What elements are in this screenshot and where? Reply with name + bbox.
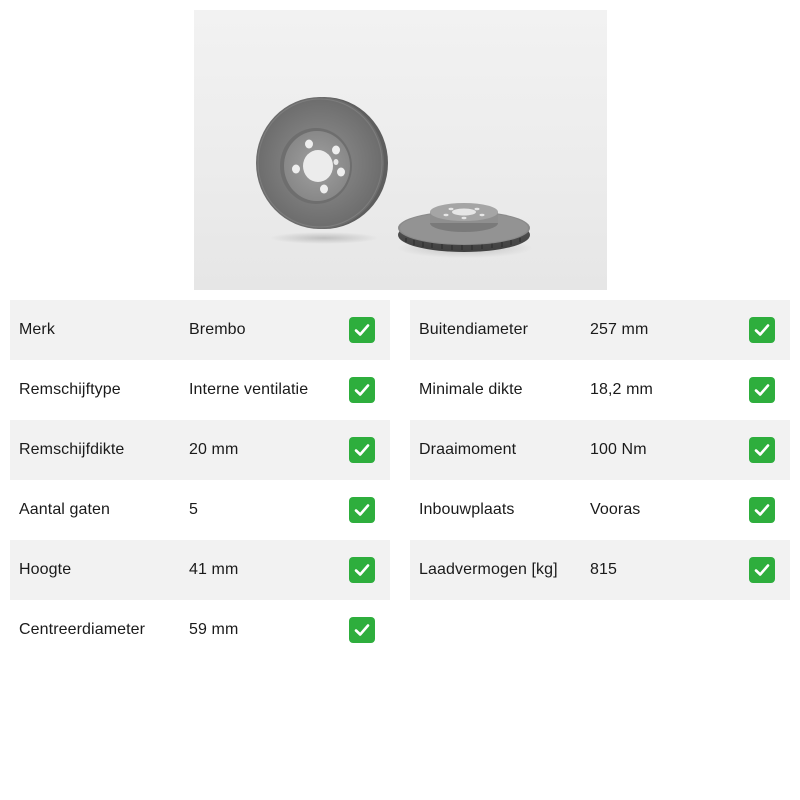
spec-value: 59 mm	[189, 621, 239, 638]
spec-value: Interne ventilatie	[189, 381, 309, 398]
spec-row-remschijfdikte	[10, 420, 390, 480]
spec-row-inbouwplaats	[410, 480, 790, 540]
brake-disc-image	[194, 10, 607, 290]
spec-label: Hoogte	[19, 561, 72, 578]
spec-row-hoogte	[10, 540, 390, 600]
spec-value: 257 mm	[590, 321, 649, 338]
check-icon	[349, 437, 375, 463]
spec-column-right	[410, 300, 790, 660]
spec-row-laadvermogen	[410, 540, 790, 600]
spec-value: 41 mm	[189, 561, 239, 578]
spec-label: Buitendiameter	[419, 321, 529, 338]
spec-label: Draaimoment	[419, 441, 517, 458]
spec-value: 815	[590, 561, 617, 578]
spec-label: Minimale dikte	[419, 381, 523, 398]
spec-label: Laadvermogen [kg]	[419, 561, 558, 578]
spec-row-buitendiameter	[410, 300, 790, 360]
check-icon	[349, 617, 375, 643]
spec-row-minimale-dikte	[410, 360, 790, 420]
spec-value: 5	[189, 501, 198, 518]
spec-label: Centreerdiameter	[19, 621, 146, 638]
spec-label: Merk	[19, 321, 55, 338]
spec-value: Vooras	[590, 501, 641, 518]
spec-label: Remschijfdikte	[19, 441, 125, 458]
check-icon	[749, 377, 775, 403]
spec-row-remschijftype	[10, 360, 390, 420]
spec-value: 100 Nm	[590, 441, 647, 458]
spec-label: Aantal gaten	[19, 501, 111, 518]
check-icon	[749, 317, 775, 343]
check-icon	[749, 557, 775, 583]
spec-column-left	[10, 300, 390, 660]
spec-label: Remschijftype	[19, 381, 121, 398]
check-icon	[349, 377, 375, 403]
spec-table	[10, 300, 790, 660]
spec-value: Brembo	[189, 321, 246, 338]
check-icon	[749, 497, 775, 523]
spec-label: Inbouwplaats	[419, 501, 515, 518]
spec-row-centreerdiameter	[10, 600, 390, 660]
check-icon	[349, 497, 375, 523]
check-icon	[349, 557, 375, 583]
spec-row-draaimoment	[410, 420, 790, 480]
spec-row-aantal-gaten	[10, 480, 390, 540]
check-icon	[349, 317, 375, 343]
spec-value: 18,2 mm	[590, 381, 653, 398]
check-icon	[749, 437, 775, 463]
spec-value: 20 mm	[189, 441, 239, 458]
spec-row-merk	[10, 300, 390, 360]
